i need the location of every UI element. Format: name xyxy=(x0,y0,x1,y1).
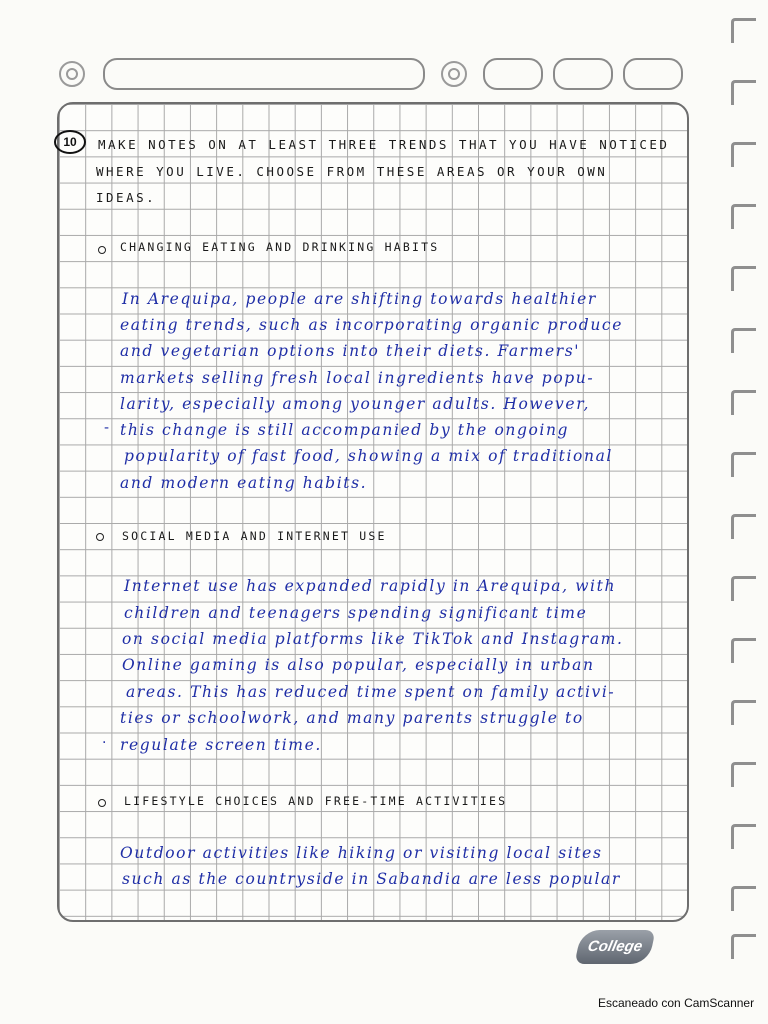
note-line: regulate screen time. xyxy=(120,736,322,754)
bullet-icon xyxy=(98,246,106,254)
note-line: such as the countryside in Sabandia are less popular xyxy=(122,870,621,888)
question-line: MAKE NOTES ON AT LEAST THREE TRENDS THAT YOU HAVE NOTICED xyxy=(98,137,670,152)
note-line: and modern eating habits. xyxy=(120,474,368,492)
question-line: WHERE YOU LIVE. CHOOSE FROM THESE AREAS OR YOUR OWN xyxy=(96,164,608,179)
note-line: larity, especially among younger adults. However, xyxy=(120,395,591,413)
brand-logo: College xyxy=(574,930,655,964)
margin-dot-icon: · xyxy=(102,735,107,751)
note-line: In Arequipa, people are shifting towards healthier xyxy=(122,290,597,308)
note-line: this change is still accompanied by the ongoing xyxy=(120,421,570,439)
bullet-icon xyxy=(98,799,106,807)
note-line: popularity of fast food, showing a mix of traditional xyxy=(124,447,613,465)
note-line: Outdoor activities like hiking or visiting local sites xyxy=(120,844,603,862)
note-line: markets selling fresh local ingredients have popu- xyxy=(120,369,595,387)
question-number: 10 xyxy=(54,130,86,154)
note-line: on social media platforms like TikTok and Instagram. xyxy=(122,630,624,648)
bullet-icon xyxy=(96,533,104,541)
note-line: children and teenagers spending significant time xyxy=(124,604,588,622)
note-line: areas. This has reduced time spent on family activi- xyxy=(126,683,616,701)
margin-dash-icon: - xyxy=(104,420,110,436)
note-line: Online gaming is also popular, especially in urban xyxy=(122,656,595,674)
question-line: IDEAS. xyxy=(96,190,157,205)
note-line: Internet use has expanded rapidly in Arequipa, with xyxy=(124,577,617,595)
section-heading: LIFESTYLE CHOICES AND FREE-TIME ACTIVITIES xyxy=(124,794,508,808)
note-line: eating trends, such as incorporating organic produce xyxy=(120,316,623,334)
note-line: ties or schoolwork, and many parents struggle to xyxy=(120,709,584,727)
scanner-watermark: Escaneado con CamScanner xyxy=(598,996,755,1010)
section-heading: CHANGING EATING AND DRINKING HABITS xyxy=(120,240,440,254)
note-line: and vegetarian options into their diets. Farmers' xyxy=(120,342,581,360)
section-heading: SOCIAL MEDIA AND INTERNET USE xyxy=(122,529,387,543)
